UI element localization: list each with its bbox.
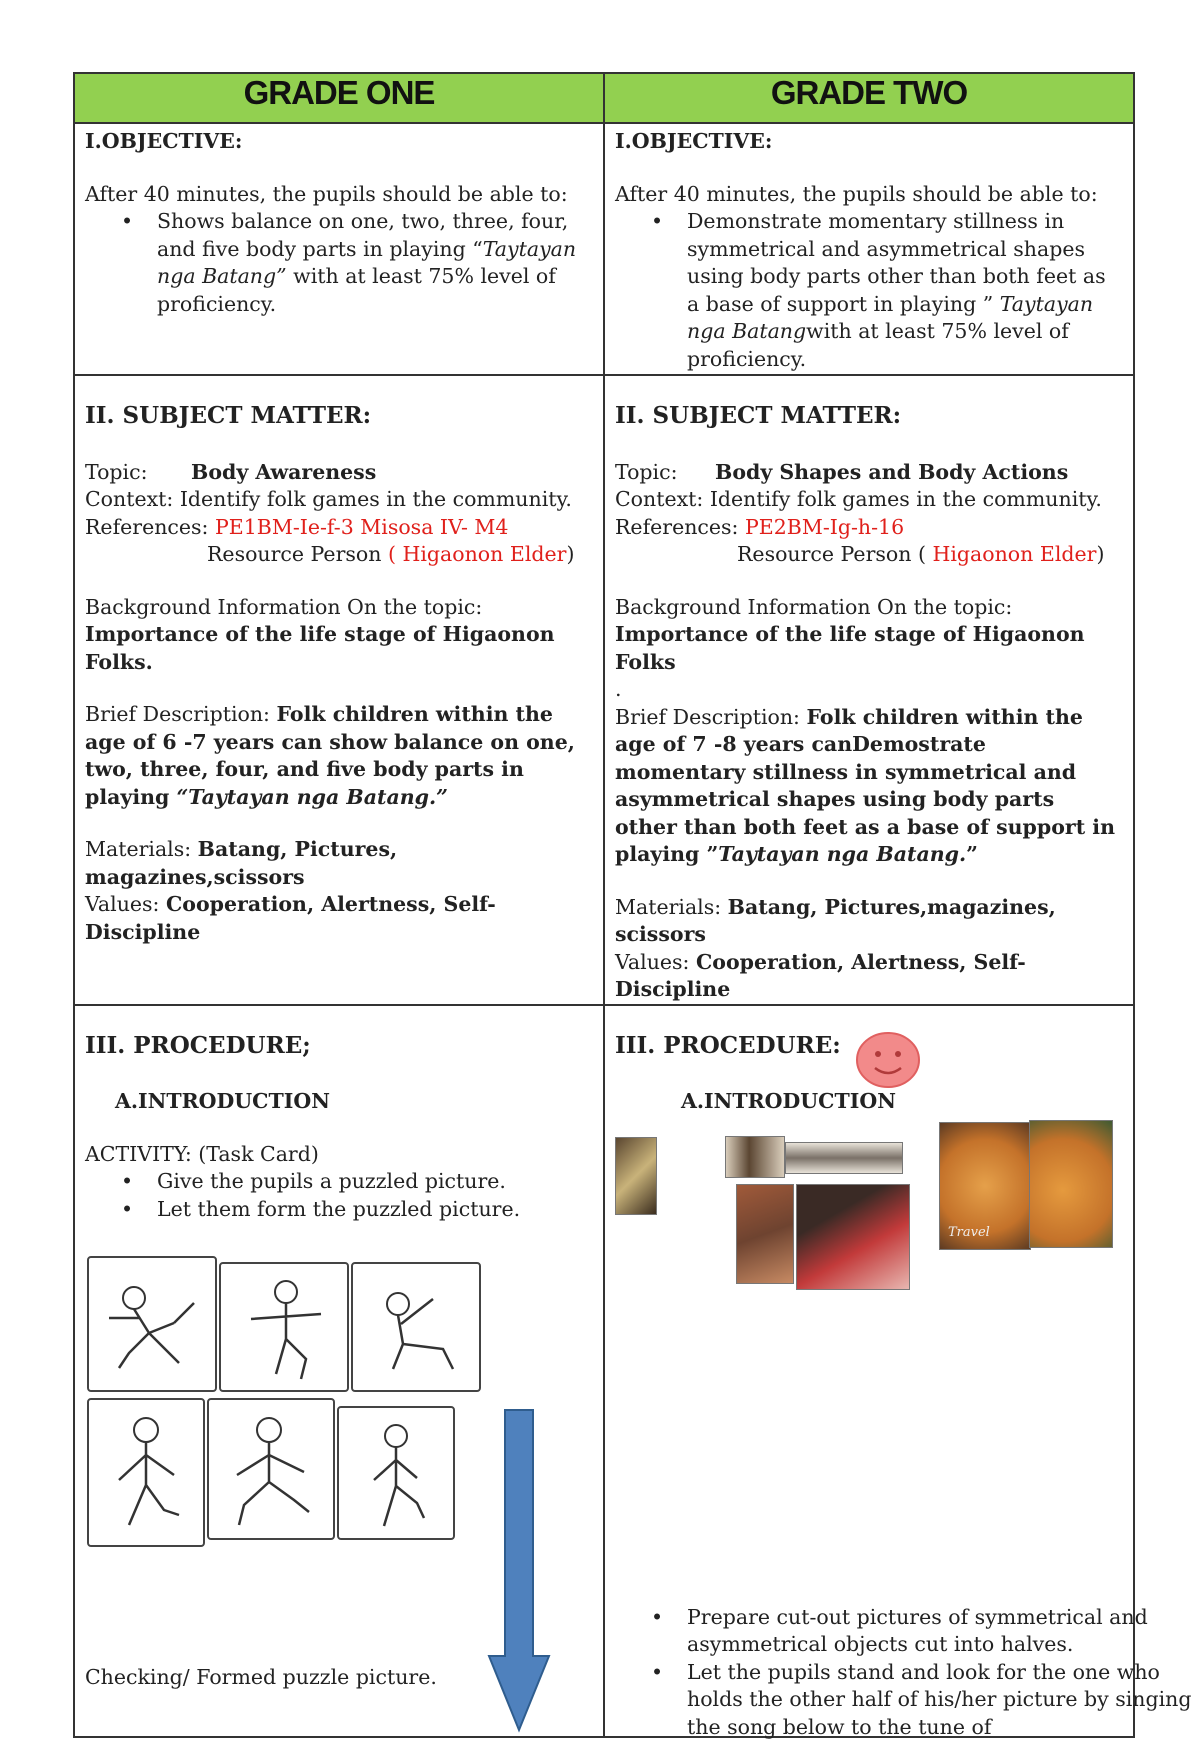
- right-subject-cell: [604, 375, 1134, 1005]
- left-procedure-cell: [74, 1005, 604, 1737]
- left-activity-item: • Let them form the puzzled picture.: [157, 1196, 593, 1224]
- right-procedure-title: III. PROCEDURE:: [615, 1032, 1123, 1060]
- left-subject-cell: [74, 375, 604, 1005]
- right-objective-intro: After 40 minutes, the pupils should be able to:: [615, 181, 1123, 209]
- right-objective-item: • Demonstrate momentary stillness in symmetrical and asymmetrical shapes using body parts other than both feet as a base of support in playing ” Taytayan nga Batangwith at least 75% level of proficiency.: [687, 208, 1123, 373]
- right-subject-title: II. SUBJECT MATTER:: [615, 402, 1123, 430]
- left-materials: Materials: Batang, Pictures, magazines,scissors: [85, 836, 593, 891]
- left-activity: ACTIVITY: (Task Card): [85, 1141, 593, 1169]
- gong-half-picture: [615, 1137, 657, 1215]
- left-subject-title: II. SUBJECT MATTER:: [85, 402, 593, 430]
- right-background: Background Information On the topic: Importance of the life stage of Higaonon Folks: [615, 594, 1123, 677]
- left-references: References: PE1BM-Ie-f-3 Misosa IV- M4: [85, 514, 593, 542]
- left-values: Values: Cooperation, Alertness, Self-Discipline: [85, 891, 593, 946]
- right-procedure-item: • Prepare cut-out pictures of symmetrical and asymmetrical objects cut into halves.: [687, 1604, 1197, 1659]
- puzzle-card-figure-3: [351, 1262, 481, 1392]
- embroidered-cloth-half-picture: [796, 1184, 910, 1290]
- knife-handle-half-picture: [725, 1136, 785, 1178]
- left-background: Background Information On the topic: Importance of the life stage of Higaonon Folks.: [85, 594, 593, 677]
- right-context: Context: Identify folk games in the community.: [615, 486, 1123, 514]
- puzzle-card-figure-1: [87, 1256, 217, 1392]
- smiley-face-icon: [855, 1030, 921, 1090]
- left-brief-description: Brief Description: Folk children within the age of 6 -7 years can show balance on one, two, three, four, and five body parts in playing “Taytayan nga Batang.”: [85, 701, 593, 811]
- right-references: References: PE2BM-Ig-h-16: [615, 514, 1123, 542]
- header-grade-two: GRADE TWO: [604, 73, 1134, 123]
- left-objective-cell: [74, 123, 604, 375]
- left-resource-person: Resource Person ( Higaonon Elder): [85, 541, 593, 569]
- left-objective-title: I.OBJECTIVE:: [85, 128, 593, 156]
- right-topic: Topic: Body Shapes and Body Actions: [615, 459, 1123, 487]
- lesson-plan-table: [73, 72, 1135, 1738]
- right-objective-cell: [604, 123, 1134, 375]
- puzzle-card-figure-4: [87, 1398, 205, 1547]
- right-background-dot: .: [615, 676, 1123, 704]
- wooden-bowl-left-half-picture: Travel: [939, 1122, 1031, 1250]
- left-procedure-title: III. PROCEDURE;: [85, 1032, 593, 1060]
- lesson-plan-page: [73, 72, 1133, 1633]
- left-objective-item: • Shows balance on one, two, three, four, and five body parts in playing “Taytayan nga Batang” with at least 75% level of proficiency.: [157, 208, 593, 318]
- left-objective-intro: After 40 minutes, the pupils should be able to:: [85, 181, 593, 209]
- right-resource-person: Resource Person ( Higaonon Elder): [615, 541, 1123, 569]
- right-intro-title: A.INTRODUCTION: [615, 1088, 1123, 1116]
- right-materials: Materials: Batang, Pictures,magazines, scissors: [615, 894, 1123, 949]
- down-arrow-icon: [487, 1406, 551, 1734]
- knife-blade-half-picture: [785, 1142, 903, 1174]
- puzzle-card-figure-5: [207, 1398, 335, 1540]
- left-topic: Topic: Body Awareness: [85, 459, 593, 487]
- left-intro-title: A.INTRODUCTION: [85, 1088, 593, 1116]
- right-procedure-cell: [604, 1005, 1134, 1737]
- right-values: Values: Cooperation, Alertness, Self-Discipline: [615, 949, 1123, 1004]
- woven-bamboo-half-picture: [736, 1184, 794, 1284]
- puzzle-card-figure-6: [337, 1406, 455, 1540]
- left-activity-item: • Give the pupils a puzzled picture.: [157, 1168, 593, 1196]
- puzzle-card-figure-2: [219, 1262, 349, 1392]
- header-grade-one: GRADE ONE: [74, 73, 604, 123]
- right-objective-title: I.OBJECTIVE:: [615, 128, 1123, 156]
- left-context: Context: Identify folk games in the community.: [85, 486, 593, 514]
- right-procedure-item: • Let the pupils stand and look for the one who holds the other half of his/her picture by singing the song below to the tune of: [687, 1659, 1197, 1741]
- left-checking-text: Checking/ Formed puzzle picture.: [85, 1664, 437, 1692]
- right-brief-description: Brief Description: Folk children within the age of 7 -8 years canDemostrate momentary stillness in symmetrical and asymmetrical shapes using body parts other than both feet as a base of support in playing ”Taytayan nga Batang.”: [615, 704, 1123, 869]
- wooden-bowl-right-half-picture: [1029, 1120, 1113, 1248]
